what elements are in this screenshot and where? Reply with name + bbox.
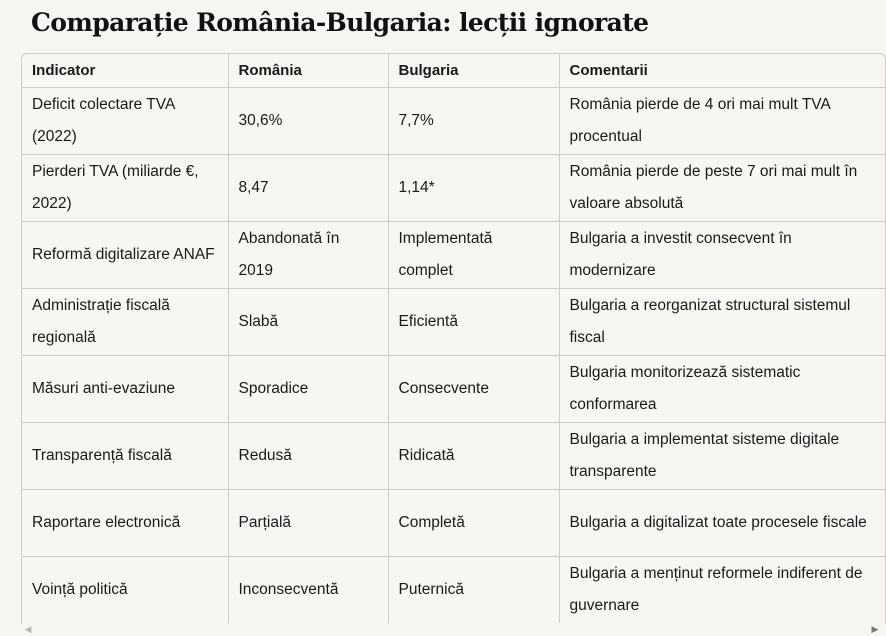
table-row: [22, 88, 886, 155]
cell-bulgaria: Ridicată: [388, 423, 559, 490]
cell-romania: Slabă: [228, 289, 388, 356]
cell-romania: Inconsecventă: [228, 557, 388, 624]
table-row: [22, 289, 886, 356]
table-row: [22, 423, 886, 490]
cell-bulgaria: Consecvente: [388, 356, 559, 423]
cell-bulgaria: Puternică: [388, 557, 559, 624]
cell-comentarii: Bulgaria a menținut reformele indiferent de guvernare: [569, 565, 863, 614]
cell-bulgaria: 7,7%: [388, 88, 559, 155]
cell-romania: 30,6%: [228, 88, 388, 155]
cell-comentarii: Bulgaria a reorganizat structural sistemul fiscal: [559, 289, 886, 356]
cell-bulgaria: 1,14*: [388, 155, 559, 222]
cell-comentarii: România pierde de 4 ori mai mult TVA procentual: [559, 88, 886, 155]
cell-indicator: Transparență fiscală: [22, 423, 228, 490]
cell-indicator: Raportare electronică: [22, 490, 228, 557]
table-row: [22, 222, 886, 289]
page-title: Comparație România-Bulgaria: lecții ignorate: [31, 8, 649, 37]
cell-indicator: Reformă digitalizare ANAF: [22, 222, 228, 289]
table-row: [22, 356, 886, 423]
scroll-left-arrow-icon[interactable]: ◀: [24, 624, 32, 634]
cell-comentarii: Bulgaria a digitalizat toate procesele fiscale: [559, 490, 886, 557]
table-row: [22, 490, 886, 557]
scroll-right-arrow-icon[interactable]: ▶: [871, 624, 879, 634]
cell-indicator: Voință politică: [22, 557, 228, 624]
table-row: [22, 155, 886, 222]
cell-indicator: Măsuri anti-evaziune: [22, 356, 228, 423]
cell-bulgaria: Implementată complet: [388, 222, 559, 289]
cell-romania: 8,47: [228, 155, 388, 222]
cell-bulgaria: Eficientă: [388, 289, 559, 356]
cell-romania: Parțială: [228, 490, 388, 557]
header-indicator: Indicator: [22, 54, 228, 88]
cell-indicator: Deficit colectare TVA (2022): [22, 88, 228, 155]
cell-romania: Redusă: [228, 423, 388, 490]
header-comentarii: Comentarii: [559, 54, 886, 88]
header-romania: România: [228, 54, 388, 88]
cell-comentarii: Bulgaria a implementat sisteme digitale transparente: [559, 423, 886, 490]
table-row: [22, 557, 886, 624]
cell-romania: Abandonată în 2019: [228, 222, 388, 289]
cell-comentarii: România pierde de peste 7 ori mai mult în valoare absolută: [559, 155, 886, 222]
header-bulgaria: Bulgaria: [388, 54, 559, 88]
cell-indicator: Pierderi TVA (miliarde €, 2022): [22, 155, 228, 222]
horizontal-scrollbar[interactable]: [21, 622, 886, 636]
table-header-row: [22, 54, 886, 88]
cell-indicator: Administrație fiscală regională: [22, 289, 228, 356]
cell-bulgaria: Completă: [388, 490, 559, 557]
comparison-table-container: [21, 53, 886, 624]
comparison-table: [22, 54, 886, 623]
cell-comentarii: Bulgaria monitorizează sistematic conformarea: [559, 356, 886, 423]
cell-romania: Sporadice: [228, 356, 388, 423]
cell-comentarii: Bulgaria a investit consecvent în modernizare: [559, 222, 886, 289]
